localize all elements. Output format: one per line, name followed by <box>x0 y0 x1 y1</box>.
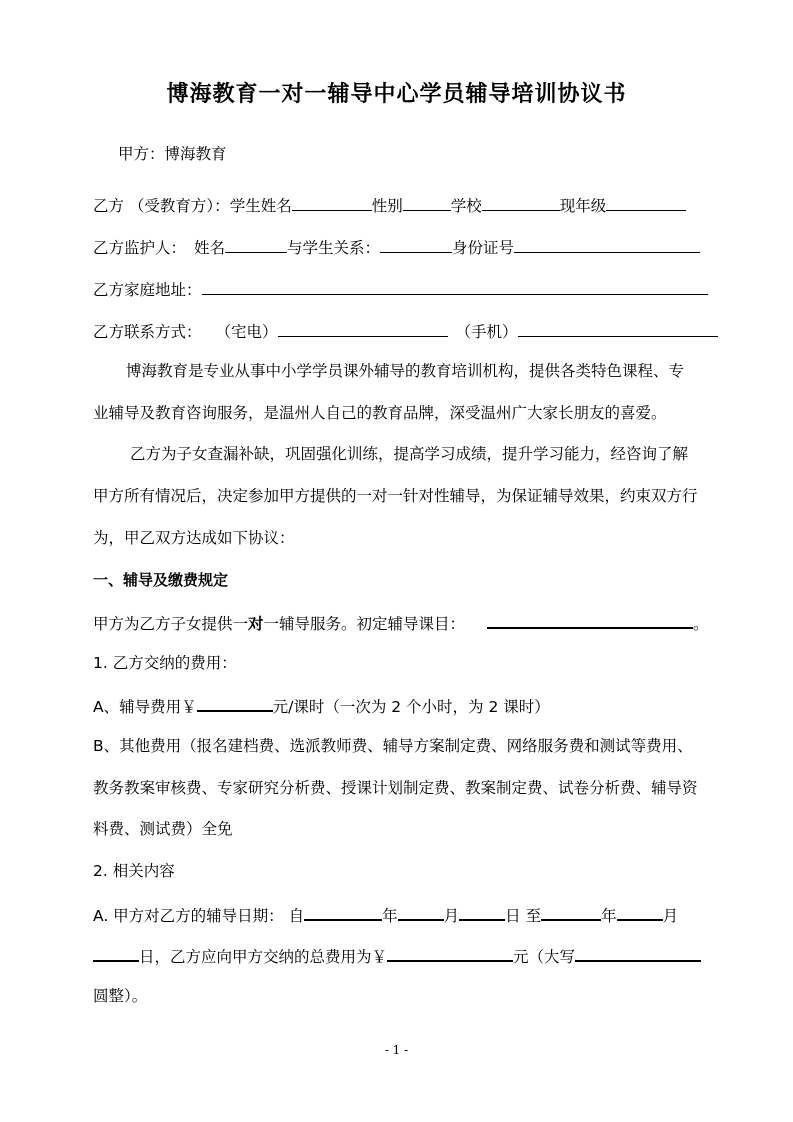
home-phone-blank[interactable] <box>278 322 448 337</box>
intro-line-1: 博海教育是专业从事中小学学员课外辅导的教育培训机构，提供各类特色课程、专 <box>126 362 685 380</box>
year2-label: 年 <box>601 907 617 925</box>
service-end: 。 <box>693 615 709 633</box>
mobile-blank[interactable] <box>518 322 718 337</box>
guardian-line <box>93 238 700 257</box>
contact-label: 乙方联系方式： <box>93 323 202 341</box>
day1-label: 日 至 <box>505 907 542 925</box>
end-month-blank[interactable] <box>617 906 663 921</box>
purpose-line-1: 乙方为子女查漏补缺，巩固强化训练，提高学习成绩，提升学习能力，经咨询了解 <box>130 445 689 463</box>
date-pre: A. 甲方对乙方的辅导日期： 自 <box>93 907 305 925</box>
item1-heading: 1. 乙方交纳的费用： <box>93 654 237 672</box>
service-text-post: 一辅导服务。初定辅导课目： <box>263 615 466 633</box>
service-line <box>93 614 709 633</box>
start-year-blank[interactable] <box>304 906 382 921</box>
month2-label: 月 <box>662 907 679 925</box>
party-b-line <box>93 196 686 215</box>
total-day-text: 日，乙方应向甲方交纳的总费用为￥ <box>139 948 388 966</box>
address-label: 乙方家庭地址： <box>93 281 202 299</box>
fee-b-line-3: 料费、测试费）全免 <box>93 820 233 838</box>
total-fee-blank[interactable] <box>387 947 513 962</box>
gender-label: 性别 <box>371 197 403 215</box>
item2-heading: 2. 相关内容 <box>93 862 175 880</box>
fee-b-line-2: 教务教案审核费、专家研究分析费、授课计划制定费、教案制定费、试卷分析费、辅导资 <box>93 779 698 797</box>
party-b-label: 乙方 （受教育方）： <box>93 197 230 215</box>
section1-heading: 一、辅导及缴费规定 <box>93 571 229 589</box>
student-name-blank[interactable] <box>292 196 372 211</box>
guardian-name-blank[interactable] <box>225 238 287 253</box>
start-month-blank[interactable] <box>398 906 444 921</box>
end-year-blank[interactable] <box>541 906 601 921</box>
fee-b-line-1: B、其他费用（报名建档费、选派教师费、辅导方案制定费、网络服务费和测试等费用、 <box>93 737 693 755</box>
fee-per-hour-blank[interactable] <box>197 697 273 712</box>
gender-blank[interactable] <box>403 196 451 211</box>
total-end: 圆整）。 <box>93 987 148 1005</box>
intro-line-2: 业辅导及教育咨询服务，是温州人自己的教育品牌，深受温州广大家长朋友的喜爱。 <box>93 404 667 422</box>
purpose-line-3: 为，甲乙双方达成如下协议： <box>93 529 295 547</box>
guardian-name-label: 姓名 <box>194 239 226 257</box>
party-a: 甲方：博海教育 <box>118 145 227 163</box>
address-line <box>93 280 708 299</box>
end-day-blank[interactable] <box>93 947 139 962</box>
year1-label: 年 <box>382 907 398 925</box>
guardian-label: 乙方监护人： <box>93 239 187 257</box>
home-phone-label: （宅电） <box>215 323 278 341</box>
id-number-blank[interactable] <box>514 238 700 253</box>
mobile-label: （手机） <box>455 323 518 341</box>
total-line <box>93 947 701 966</box>
total-yuan-text: 元（大写 <box>513 948 576 966</box>
school-label: 学校 <box>450 197 482 215</box>
grade-label: 现年级 <box>559 197 607 215</box>
total-capital-blank[interactable] <box>575 947 701 962</box>
page-number: - 1 - <box>384 1043 409 1057</box>
service-text-bold: 对 <box>248 615 264 633</box>
id-number-label: 身份证号 <box>452 239 515 257</box>
fee-a-post: 元/课时（一次为 2 个小时，为 2 课时） <box>272 698 550 716</box>
address-blank[interactable] <box>202 280 708 295</box>
grade-blank[interactable] <box>606 196 686 211</box>
school-blank[interactable] <box>482 196 560 211</box>
fee-a-line <box>93 697 550 716</box>
relation-blank[interactable] <box>380 238 452 253</box>
contact-line <box>93 322 718 341</box>
month1-label: 月 <box>443 907 460 925</box>
date-line <box>93 906 678 925</box>
fee-a-pre: A、辅导费用￥ <box>93 698 197 716</box>
start-day-blank[interactable] <box>459 906 505 921</box>
student-name-label: 学生姓名 <box>229 197 292 215</box>
purpose-line-2: 甲方所有情况后，决定参加甲方提供的一对一针对性辅导，为保证辅导效果，约束双方行 <box>93 487 698 505</box>
service-text-pre: 甲方为乙方子女提供一 <box>93 615 249 633</box>
course-blank[interactable] <box>487 614 693 629</box>
relation-label: 与学生关系： <box>287 239 381 257</box>
document-title: 博海教育一对一辅导中心学员辅导培训协议书 <box>166 82 627 107</box>
